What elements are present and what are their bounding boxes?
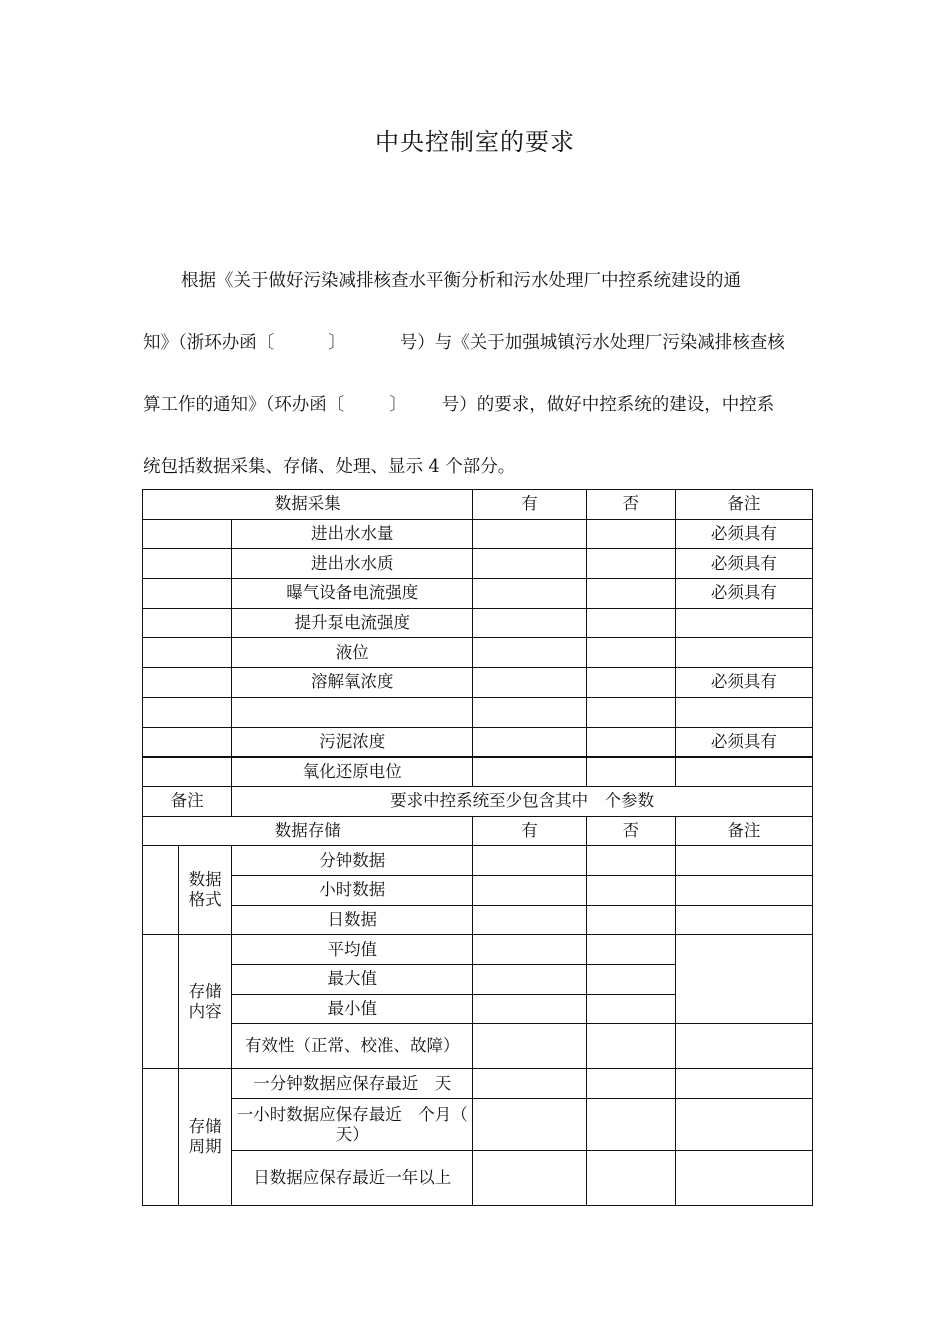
collect-item: 曝气设备电流强度 bbox=[232, 579, 473, 609]
table-row bbox=[143, 875, 813, 905]
collect-item: 氧化还原电位 bbox=[232, 757, 473, 787]
intro-line-2b: 〕 bbox=[328, 333, 346, 353]
intro-line-3c: 号）的要求，做好中控系统的建设，中控系 bbox=[441, 395, 775, 415]
yes-cell bbox=[473, 668, 586, 698]
yes-cell bbox=[473, 965, 586, 995]
collect-header-label: 数据采集 bbox=[143, 490, 473, 520]
header-yes: 有 bbox=[473, 816, 586, 846]
intro-paragraph bbox=[143, 250, 808, 498]
yes-cell bbox=[473, 519, 586, 549]
table-row bbox=[143, 519, 813, 549]
no-cell bbox=[586, 875, 675, 905]
no-cell bbox=[586, 905, 675, 935]
note-cell bbox=[675, 875, 812, 905]
yes-cell bbox=[473, 1099, 586, 1151]
storage-header-row bbox=[143, 816, 813, 846]
note-cell bbox=[675, 1099, 812, 1151]
note-cell: 必须具有 bbox=[675, 549, 812, 579]
content-item: 有效性（正常、校准、故障） bbox=[232, 1024, 473, 1069]
period-item: 一分钟数据应保存最近 天 bbox=[232, 1069, 473, 1099]
no-cell bbox=[586, 1024, 675, 1069]
intro-line-3b: 〕 bbox=[389, 395, 407, 415]
note-cell bbox=[675, 1069, 812, 1099]
intro-line-3 bbox=[143, 374, 808, 436]
collect-item: 提升泵电流强度 bbox=[232, 608, 473, 638]
yes-cell bbox=[473, 1151, 586, 1206]
note-cell: 必须具有 bbox=[675, 579, 812, 609]
intro-line-1: 根据《关于做好污染减排核查水平衡分析和污水处理厂中控系统建设的通 bbox=[181, 271, 741, 291]
period-item: 日数据应保存最近一年以上 bbox=[232, 1151, 473, 1206]
period-item: 一小时数据应保存最近 个月（ 天） bbox=[232, 1099, 473, 1151]
table-row bbox=[143, 1151, 813, 1206]
no-cell bbox=[586, 638, 675, 668]
table-row bbox=[143, 608, 813, 638]
content-item: 平均值 bbox=[232, 935, 473, 965]
table-row bbox=[143, 549, 813, 579]
note-cell bbox=[675, 608, 812, 638]
yes-cell bbox=[473, 757, 586, 787]
note-cell: 必须具有 bbox=[675, 727, 812, 757]
no-cell bbox=[586, 1099, 675, 1151]
format-item: 日数据 bbox=[232, 905, 473, 935]
no-cell bbox=[586, 549, 675, 579]
storage-header-label: 数据存储 bbox=[143, 816, 473, 846]
table-row bbox=[143, 905, 813, 935]
header-note: 备注 bbox=[675, 490, 812, 520]
no-cell bbox=[586, 697, 675, 727]
table-row bbox=[143, 668, 813, 698]
remark-row bbox=[143, 786, 813, 816]
intro-line-3a: 算工作的通知》（环办函〔 bbox=[143, 395, 345, 415]
table-row bbox=[143, 1099, 813, 1151]
note-cell: 必须具有 bbox=[675, 668, 812, 698]
intro-line-2c: 号）与《关于加强城镇污水处理厂污染减排核查核 bbox=[399, 333, 785, 353]
content-item: 最大值 bbox=[232, 965, 473, 995]
requirements-table bbox=[142, 489, 813, 1206]
format-group-label: 数据格式 bbox=[179, 846, 232, 935]
table-row bbox=[143, 935, 813, 965]
no-cell bbox=[586, 727, 675, 757]
collect-item bbox=[232, 697, 473, 727]
table-row bbox=[143, 638, 813, 668]
yes-cell bbox=[473, 638, 586, 668]
yes-cell bbox=[473, 994, 586, 1024]
no-cell bbox=[586, 994, 675, 1024]
collect-item: 进出水水质 bbox=[232, 549, 473, 579]
table-row bbox=[143, 727, 813, 757]
header-yes: 有 bbox=[473, 490, 586, 520]
note-cell bbox=[675, 935, 812, 1024]
note-cell bbox=[675, 846, 812, 876]
table-row bbox=[143, 1024, 813, 1069]
no-cell bbox=[586, 846, 675, 876]
yes-cell bbox=[473, 697, 586, 727]
yes-cell bbox=[473, 579, 586, 609]
intro-line-2 bbox=[143, 312, 808, 374]
collect-item: 液位 bbox=[232, 638, 473, 668]
header-note: 备注 bbox=[675, 816, 812, 846]
remark-text: 要求中控系统至少包含其中 个参数 bbox=[232, 786, 813, 816]
period-group-label: 存储周期 bbox=[179, 1069, 232, 1206]
content-item: 最小值 bbox=[232, 994, 473, 1024]
note-cell bbox=[675, 638, 812, 668]
format-item: 小时数据 bbox=[232, 875, 473, 905]
no-cell bbox=[586, 608, 675, 638]
yes-cell bbox=[473, 549, 586, 579]
no-cell bbox=[586, 757, 675, 787]
note-cell bbox=[675, 905, 812, 935]
table-row bbox=[143, 757, 813, 787]
collect-item: 污泥浓度 bbox=[232, 727, 473, 757]
collect-item: 进出水水量 bbox=[232, 519, 473, 549]
yes-cell bbox=[473, 608, 586, 638]
intro-line-2a: 知》（浙环办函〔 bbox=[143, 333, 275, 353]
yes-cell bbox=[473, 846, 586, 876]
note-cell bbox=[675, 1024, 812, 1069]
yes-cell bbox=[473, 935, 586, 965]
no-cell bbox=[586, 1069, 675, 1099]
no-cell bbox=[586, 519, 675, 549]
table-row bbox=[143, 697, 813, 727]
format-item: 分钟数据 bbox=[232, 846, 473, 876]
table-row bbox=[143, 846, 813, 876]
collect-item: 溶解氧浓度 bbox=[232, 668, 473, 698]
table-row bbox=[143, 579, 813, 609]
note-cell bbox=[675, 1151, 812, 1206]
document-title: 中央控制室的要求 bbox=[375, 128, 575, 156]
yes-cell bbox=[473, 727, 586, 757]
remark-label: 备注 bbox=[143, 786, 232, 816]
no-cell bbox=[586, 579, 675, 609]
no-cell bbox=[586, 1151, 675, 1206]
note-cell bbox=[675, 697, 812, 727]
content-group-label: 存储内容 bbox=[179, 935, 232, 1069]
header-no: 否 bbox=[586, 490, 675, 520]
table-row bbox=[143, 1069, 813, 1099]
intro-line-4: 统包括数据采集、存储、处理、显示 4 个部分。 bbox=[143, 457, 516, 477]
no-cell bbox=[586, 935, 675, 965]
header-no: 否 bbox=[586, 816, 675, 846]
yes-cell bbox=[473, 1069, 586, 1099]
note-cell: 必须具有 bbox=[675, 519, 812, 549]
yes-cell bbox=[473, 875, 586, 905]
yes-cell bbox=[473, 1024, 586, 1069]
no-cell bbox=[586, 965, 675, 995]
collect-header-row bbox=[143, 490, 813, 520]
note-cell bbox=[675, 757, 812, 787]
no-cell bbox=[586, 668, 675, 698]
yes-cell bbox=[473, 905, 586, 935]
